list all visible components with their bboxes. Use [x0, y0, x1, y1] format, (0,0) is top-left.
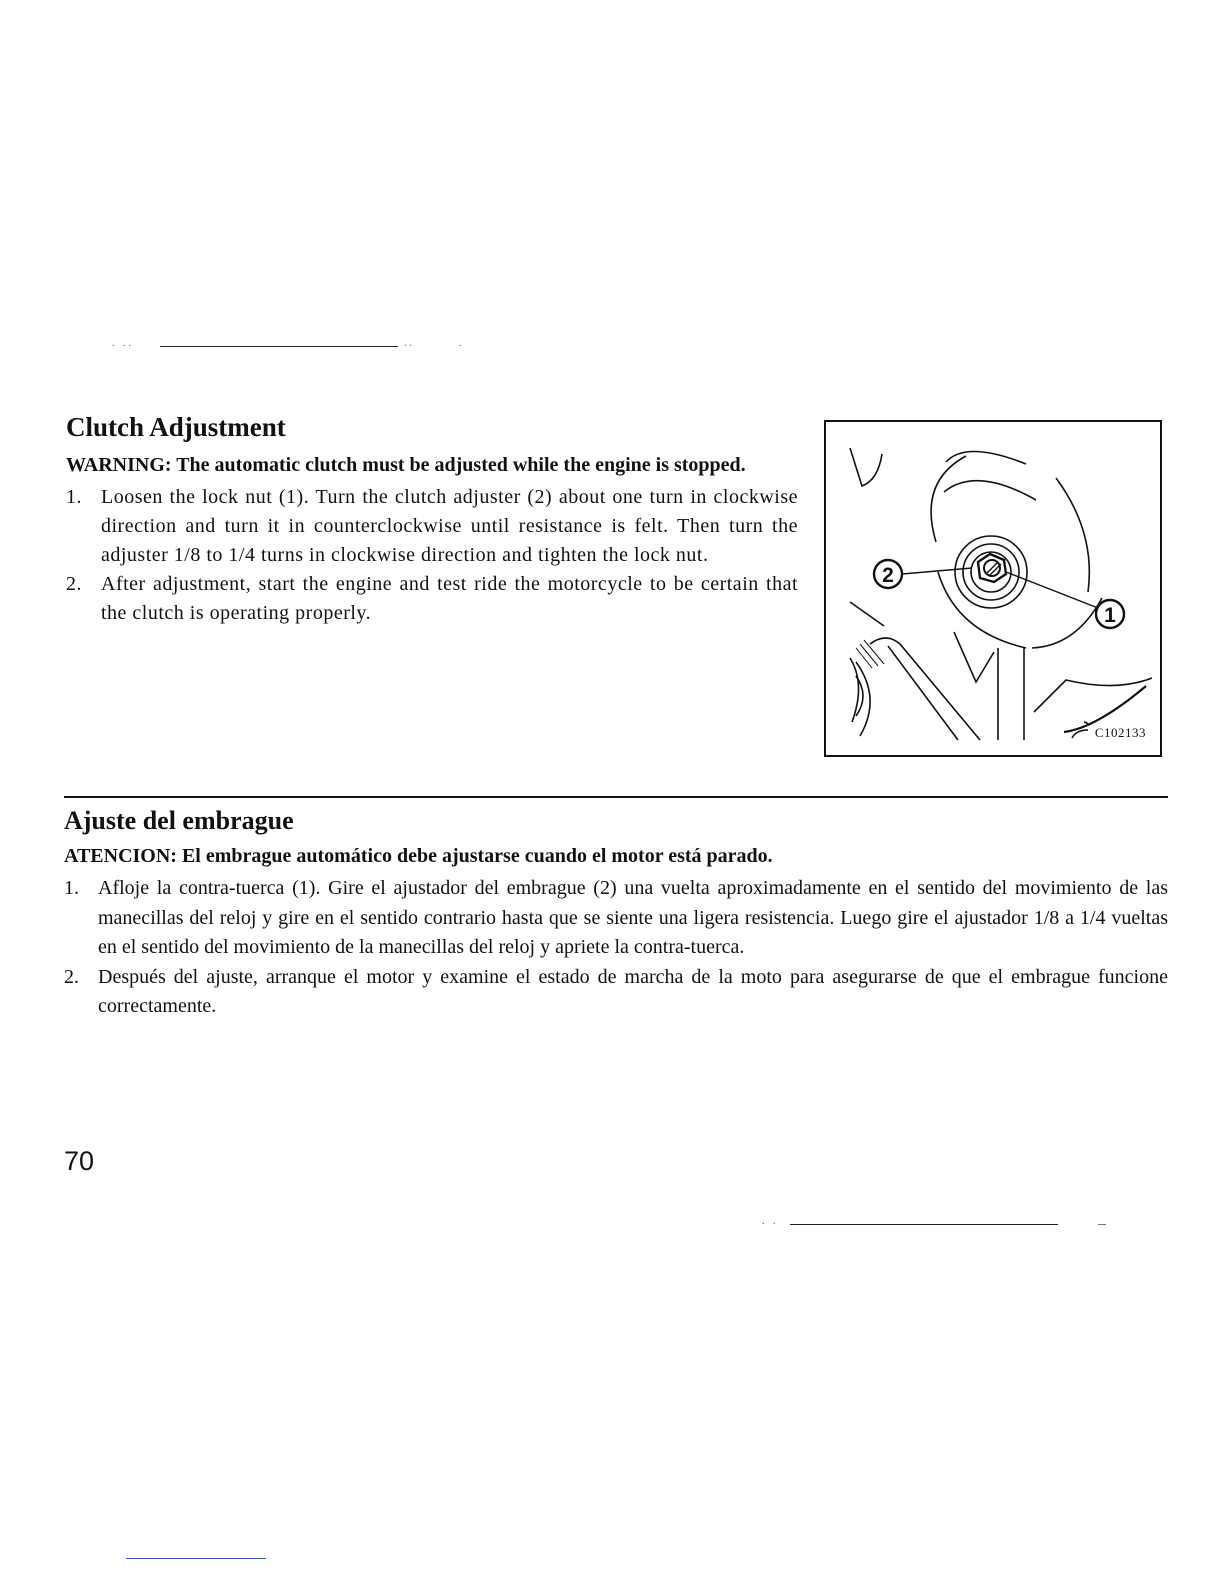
step-number: 1. — [64, 877, 79, 899]
callout-1 — [1096, 600, 1124, 628]
bottom-blue-line — [126, 1558, 266, 1559]
step-number: 2. — [64, 965, 79, 988]
clutch-illustration — [826, 422, 1162, 757]
english-section — [66, 412, 798, 628]
hub-outer-ring — [955, 536, 1027, 608]
section-divider — [64, 796, 1168, 798]
step-number: 2. — [66, 573, 82, 595]
step-text: After adjustment, start the engine and test ride the motorcycle to be certain that the clutch is operating properly. — [101, 573, 798, 624]
step-number: 1. — [66, 486, 82, 508]
bottom-stray-dash — [1098, 1224, 1106, 1225]
callout-2 — [874, 560, 902, 588]
english-warning: WARNING: The automatic clutch must be adjusted while the engine is stopped. — [66, 454, 746, 476]
v-sketch-mark — [850, 448, 882, 486]
spanish-steps — [64, 874, 1168, 1022]
page-number: 70 — [64, 1146, 95, 1176]
spanish-warning: ATENCION: El embrague automático debe ajustarse cuando el motor está parado. — [64, 845, 773, 867]
spanish-step-2 — [64, 963, 1168, 1022]
english-step-1 — [66, 483, 798, 570]
top-rule — [160, 346, 398, 347]
spanish-section — [64, 806, 1168, 1022]
bottom-rule — [790, 1224, 1058, 1225]
bottom-stray-dots-left: . . — [762, 1216, 779, 1227]
english-title: Clutch Adjustment — [66, 412, 286, 442]
step-text: Después del ajuste, arranque el motor y examine el estado de marcha de la moto para asegurarse de que el embrague funcione correctamente. — [98, 965, 1168, 1017]
top-stray-dots-left: . .. — [112, 338, 134, 349]
step-text: Afloje la contra-tuerca (1). Gire el ajustador del embrague (2) una vuelta aproximadamente en el sentido del movimiento de las manecillas del reloj y gire en el sentido contrario hasta que se siente una ligera resistencia. Luego gire el ajustador 1/8 a 1/4 vueltas en el sentido del movimiento de la manecillas del reloj y apriete la contra-tuerca. — [98, 877, 1168, 958]
callout-1-label: 1 — [1104, 604, 1116, 627]
spanish-step-1 — [64, 874, 1168, 963]
callout-2-label: 2 — [882, 564, 894, 587]
english-step-2 — [66, 570, 798, 628]
top-stray-dots-right: .. . — [404, 338, 465, 349]
step-text: Loosen the lock nut (1). Turn the clutch adjuster (2) about one turn in clockwise direction and turn it in counterclockwise until resistance is felt. Then turn the adjuster 1/8 to 1/4 turns in clockwise direction and tighten the lock nut. — [101, 486, 798, 566]
clutch-adjuster-figure — [824, 420, 1162, 757]
figure-code: C102133 — [1094, 725, 1146, 740]
spanish-title: Ajuste del embrague — [64, 806, 294, 835]
english-steps — [66, 483, 798, 628]
